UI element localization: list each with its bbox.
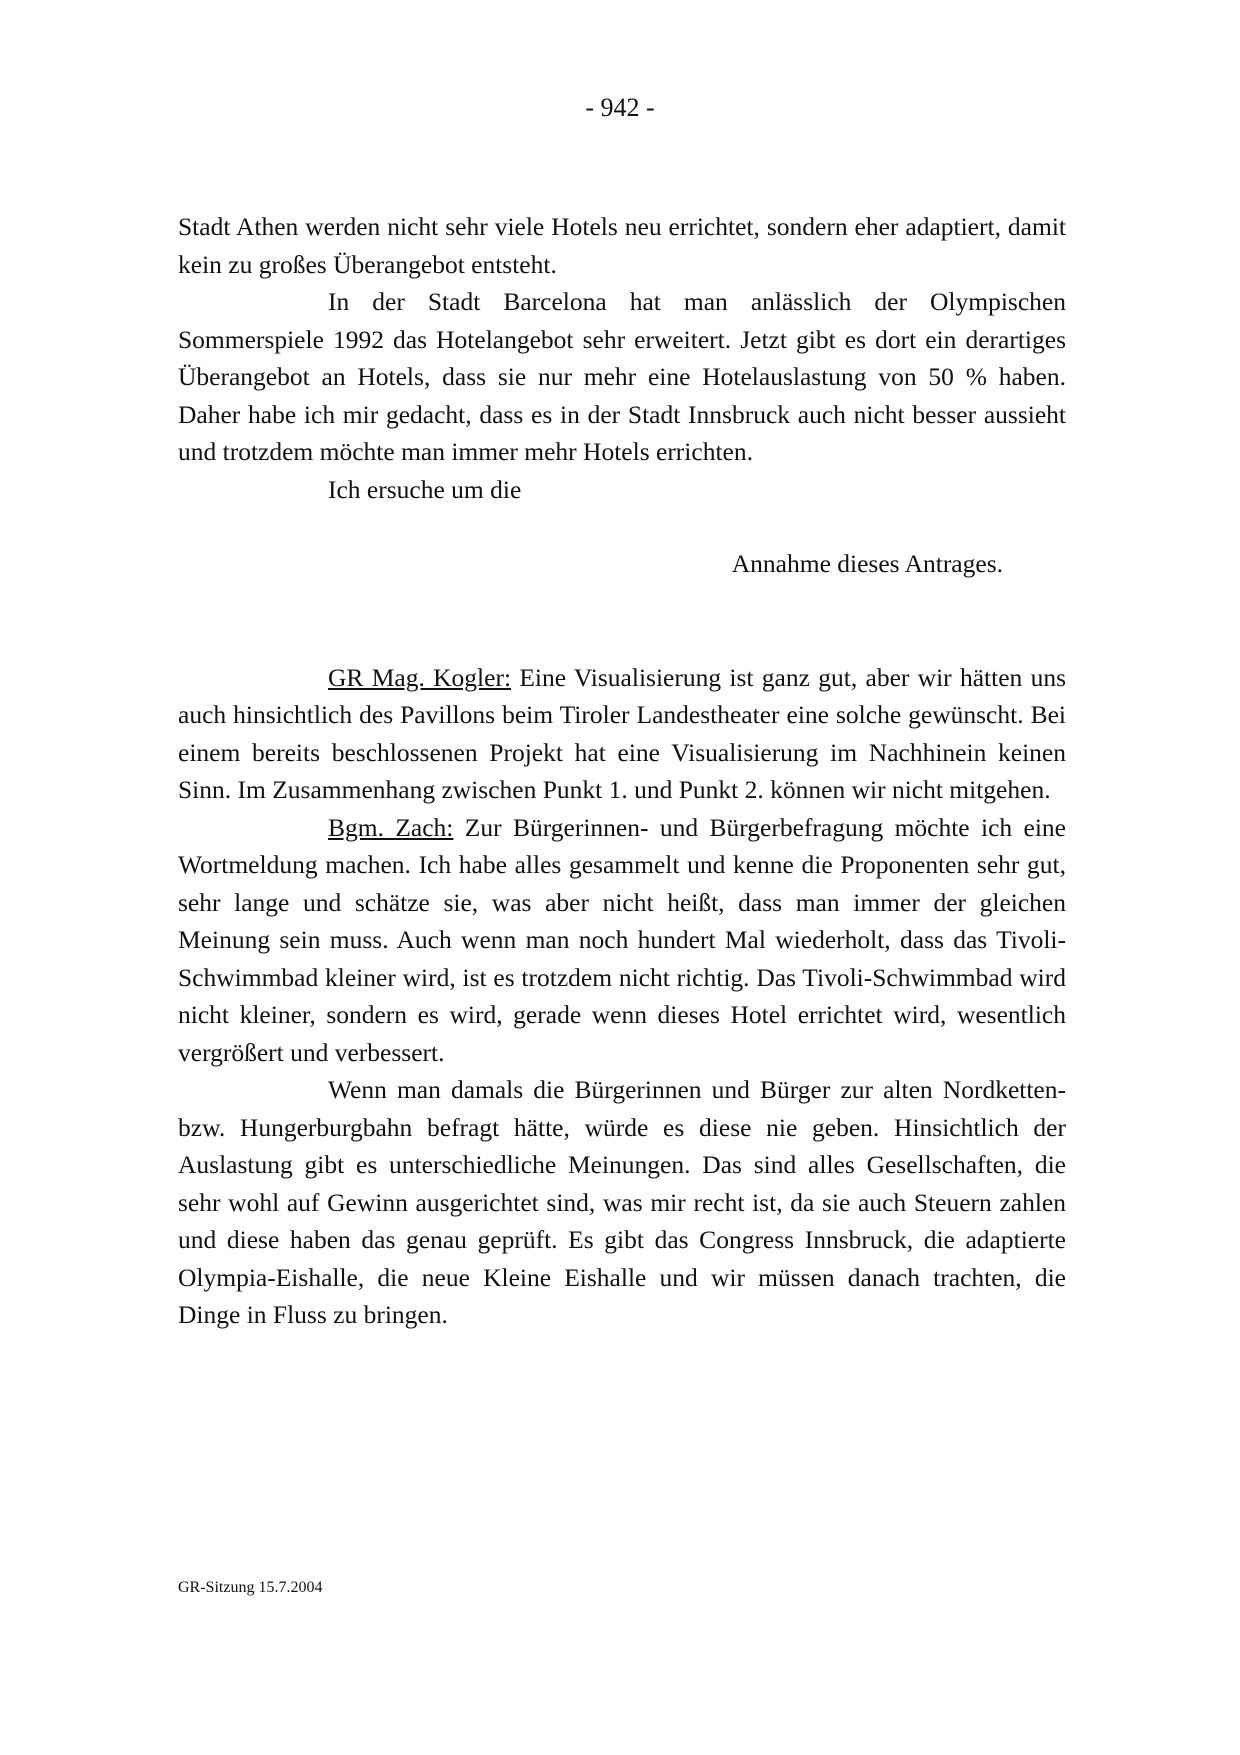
paragraph-athens: Stadt Athen werden nicht sehr viele Hotels neu errichtet, sondern eher adaptiert, damit kein zu großes Überangebot entsteht. xyxy=(178,212,1066,279)
page-number: - 942 - xyxy=(585,93,655,122)
footer-session-date: GR-Sitzung 15.7.2004 xyxy=(178,1579,323,1596)
document-body xyxy=(178,208,1066,1334)
paragraph-kogler xyxy=(178,659,1066,809)
paragraph-barcelona: In der Stadt Barcelona hat man anlässlich der Olympischen Sommerspiele 1992 das Hotelangebot sehr erweitert. Jetzt gibt es dort ein derartiges Überangebot an Hotels, dass sie nur mehr eine Hotelauslastung von 50 % haben. Daher habe ich mir gedacht, dass es in der Stadt Innsbruck auch nicht besser aussieht und trotzdem möchte man immer mehr Hotels errichten. xyxy=(178,287,1066,466)
speaker-name: GR Mag. Kogler: xyxy=(328,662,512,692)
paragraph-request: Ich ersuche um die xyxy=(328,474,522,504)
paragraph-zach xyxy=(178,809,1066,1072)
speech-text: Zur Bürgerinnen- und Bürgerbefragung möchte ich eine Wortmeldung machen. Ich habe alles gesammelt und kenne die Proponenten sehr gut, sehr lange und schätze sie, was aber nicht heißt, dass man immer der gleichen Meinung sein muss. Auch wenn man noch hundert Mal wiederholt, dass das Tivoli-Schwimmbad kleiner wird, ist es trotzdem nicht richtig. Das Tivoli-Schwimmbad wird nicht kleiner, sondern es wird, gerade wenn dieses Hotel errichtet wird, wesentlich vergrößert und verbessert. xyxy=(178,812,1067,1067)
speech-text: Eine Visualisierung ist ganz gut, aber wir hätten uns auch hinsichtlich des Pavillons beim Tiroler Landestheater eine solche gewünscht. Bei einem bereits beschlossenen Projekt hat eine Visualisierung im Nachhinein keinen Sinn. Im Zusammenhang zwischen Punkt 1. und Punkt 2. können wir nicht mitgehen. xyxy=(178,662,1066,804)
paragraph-motion-closing: Annahme dieses Antrages. xyxy=(731,549,1003,578)
paragraph-zach-continued: Wenn man damals die Bürgerinnen und Bürger zur alten Nordketten- bzw. Hungerburgbahn befragt hätte, würde es diese nie geben. Hinsichtlich der Auslastung gibt es unterschiedliche Meinungen. Das sind alles Gesellschaften, die sehr wohl auf Gewinn ausgerichtet sind, was mir recht ist, da sie auch Steuern zahlen und diese haben das genau geprüft. Es gibt das Congress Innsbruck, die adaptierte Olympia-Eishalle, die neue Kleine Eishalle und wir müssen danach trachten, die Dinge in Fluss zu bringen. xyxy=(178,1075,1066,1329)
speaker-name: Bgm. Zach: xyxy=(328,812,454,842)
